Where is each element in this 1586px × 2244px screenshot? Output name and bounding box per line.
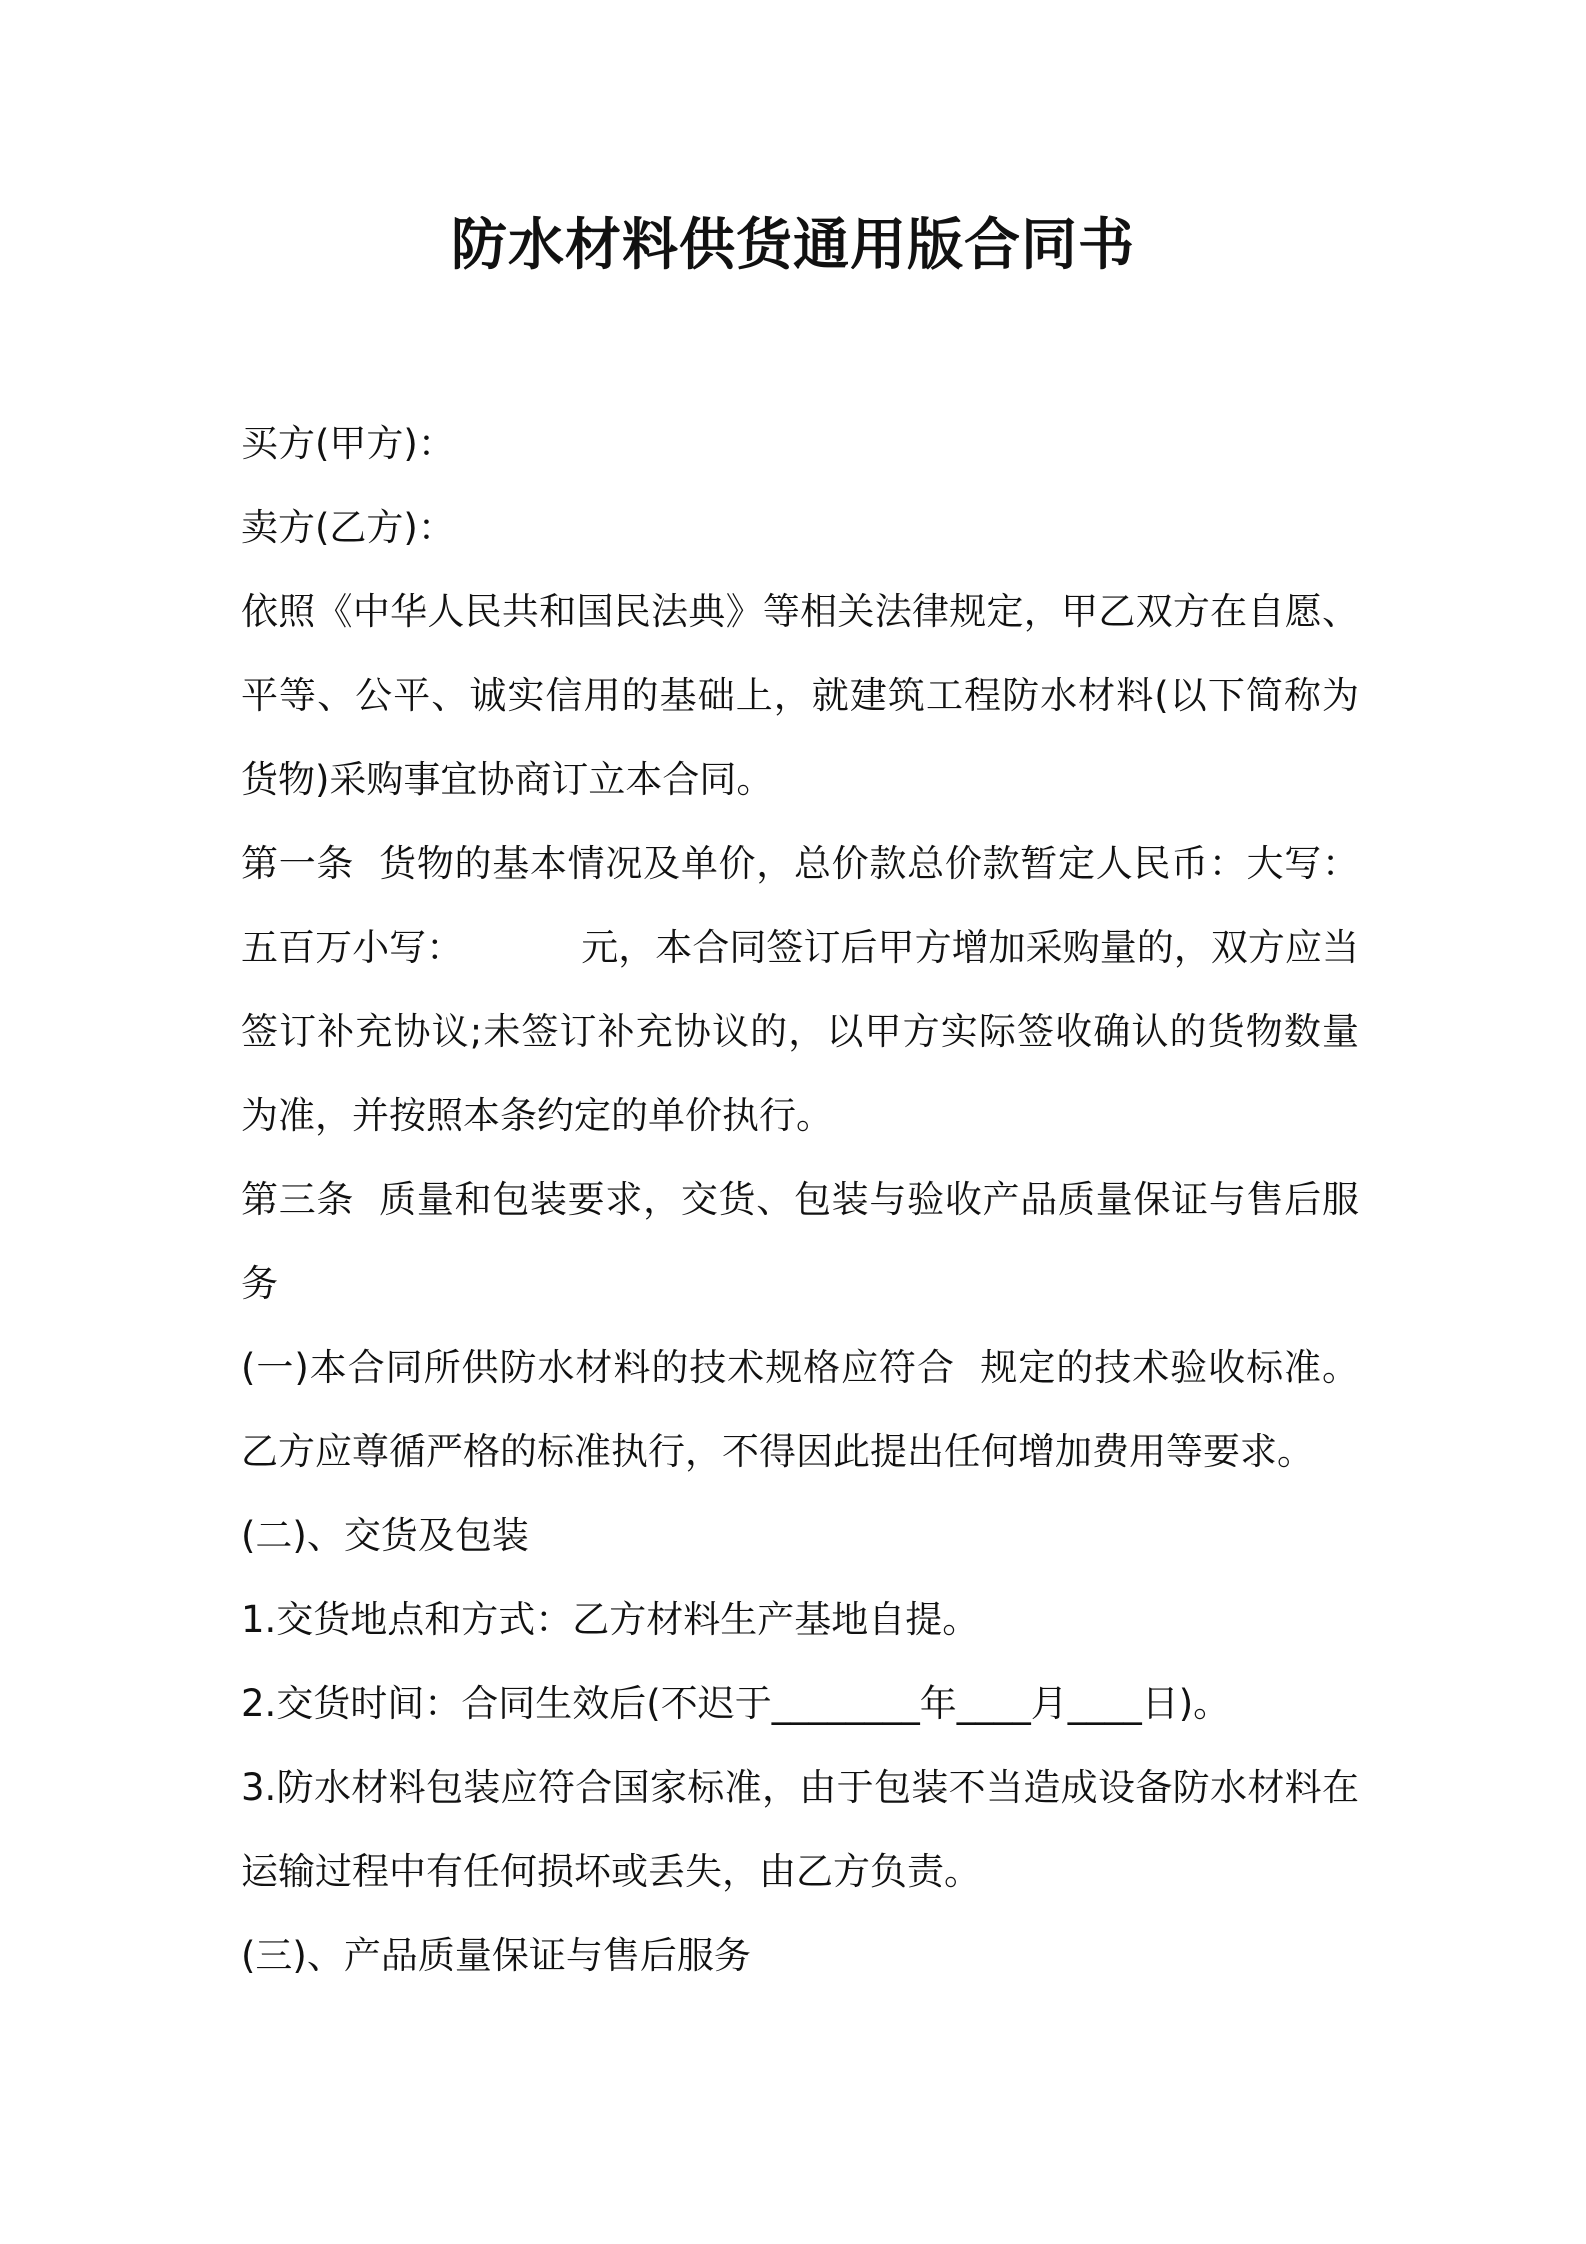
delivery-item-3: 3.防水材料包装应符合国家标准，由于包装不当造成设备防水材料在运输过程中有任何损坏或丢失，由乙方负责。 <box>241 1766 1359 1893</box>
buyer-line: 买方(甲方)： <box>241 422 455 465</box>
section-3-heading: (三)、产品质量保证与售后服务 <box>241 1934 751 1977</box>
delivery-item-2: 2.交货时间：合同生效后(不迟于________年____月____日)。 <box>241 1682 1231 1725</box>
document-title: 防水材料供货通用版合同书 <box>451 213 1135 278</box>
delivery-item-1: 1.交货地点和方式：乙方材料生产基地自提。 <box>241 1598 980 1641</box>
preamble-paragraph: 依照《中华人民共和国民法典》等相关法律规定，甲乙双方在自愿、平等、公平、诚实信用的基础上，就建筑工程防水材料(以下简称为货物)采购事宜协商订立本合同。 <box>241 590 1359 801</box>
section-2-heading: (二)、交货及包装 <box>241 1514 529 1557</box>
article-1-paragraph: 第一条 货物的基本情况及单价，总价款总价款暂定人民币：大写：五百万小写： 元，本合同签订后甲方增加采购量的，双方应当签订补充协议;未签订补充协议的，以甲方实际签收确认的货物数量为准，并按照本条约定的单价执行。 <box>241 842 1359 1137</box>
article-3-heading: 第三条 质量和包装要求，交货、包装与验收产品质量保证与售后服务 <box>241 1178 1359 1305</box>
document-body <box>241 402 1359 1998</box>
seller-line: 卖方(乙方)： <box>241 506 455 549</box>
section-1-paragraph: (一)本合同所供防水材料的技术规格应符合 规定的技术验收标准。乙方应尊循严格的标准执行，不得因此提出任何增加费用等要求。 <box>241 1346 1359 1473</box>
